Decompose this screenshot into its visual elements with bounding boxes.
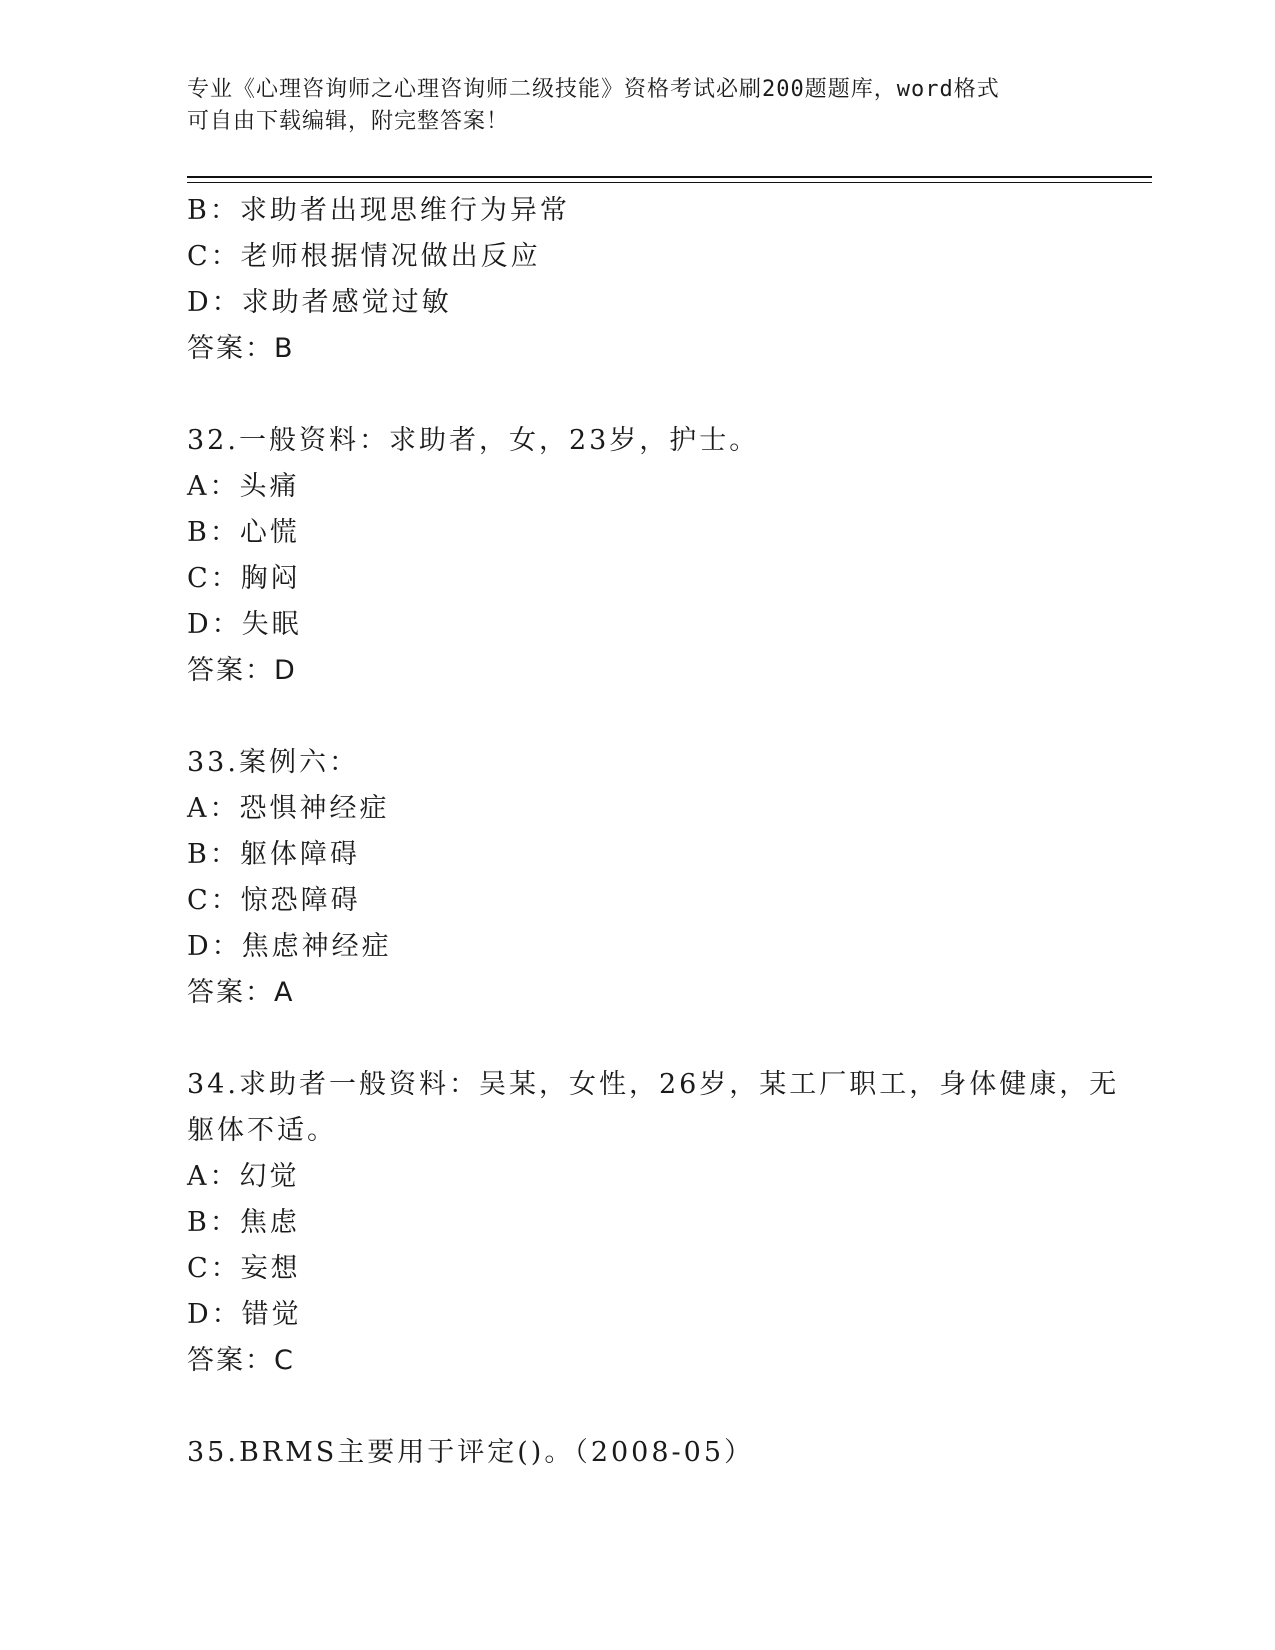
option-c: C：妄想 bbox=[187, 1253, 301, 1284]
answer-line: 答案：C bbox=[187, 1345, 295, 1376]
option-d: D：错觉 bbox=[187, 1299, 302, 1330]
option-b: B：躯体障碍 bbox=[187, 839, 360, 870]
option-b: B：焦虑 bbox=[187, 1207, 300, 1238]
header-line-2: 可自由下载编辑，附完整答案！ bbox=[187, 109, 510, 134]
option-c: C：胸闷 bbox=[187, 563, 301, 594]
question-33: 33.案例六： bbox=[187, 747, 359, 778]
option-a: A：头痛 bbox=[187, 471, 300, 502]
option-d: D：失眠 bbox=[187, 609, 302, 640]
answer-line: 答案：B bbox=[187, 333, 295, 364]
header-line-1: 专业《心理咨询师之心理咨询师二级技能》资格考试必刷200题题库，word格式 bbox=[187, 77, 1000, 102]
question-35: 35.BRMS主要用于评定()。（2008-05） bbox=[187, 1437, 755, 1468]
answer-line: 答案：D bbox=[187, 655, 297, 686]
option-c: C：老师根据情况做出反应 bbox=[187, 241, 541, 272]
question-content bbox=[187, 188, 1147, 1476]
header-rule-thick bbox=[187, 176, 1152, 178]
page-header bbox=[187, 74, 1087, 138]
option-b: B：心慌 bbox=[187, 517, 300, 548]
option-d: D：焦虑神经症 bbox=[187, 931, 392, 962]
option-a: A：恐惧神经症 bbox=[187, 793, 390, 824]
option-b: B：求助者出现思维行为异常 bbox=[187, 195, 570, 226]
header-rule-thin bbox=[187, 182, 1152, 183]
answer-line: 答案：A bbox=[187, 977, 295, 1008]
question-34-line-1: 34.求助者一般资料：吴某，女性，26岁，某工厂职工，身体健康，无 bbox=[187, 1069, 1120, 1100]
option-c: C：惊恐障碍 bbox=[187, 885, 361, 916]
question-34-line-2: 躯体不适。 bbox=[187, 1115, 337, 1146]
option-d: D：求助者感觉过敏 bbox=[187, 287, 452, 318]
question-32: 32.一般资料：求助者，女，23岁，护士。 bbox=[187, 425, 760, 456]
option-a: A：幻觉 bbox=[187, 1161, 300, 1192]
